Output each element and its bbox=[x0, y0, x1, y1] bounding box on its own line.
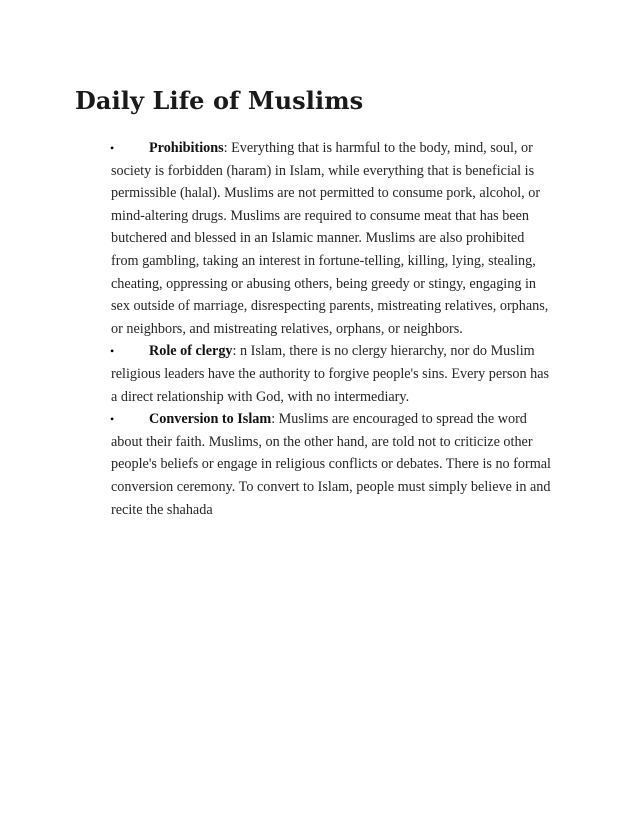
item-text: : Muslims are encouraged to spread the word about their faith. Muslims, on the other hand, are told not to criticize other people's beliefs or engage in religious conflicts or debates. There is no formal conversion ceremony. To convert to Islam, people must simply believe in and recite the shahada bbox=[111, 411, 551, 518]
item-text: : n Islam, there is no clergy hierarchy, nor do Muslim religious leaders have the authority to forgive people's sins. Every person has a direct relationship with God, with no intermediary. bbox=[111, 343, 550, 405]
list-item-role-of-clergy bbox=[111, 340, 551, 408]
list-item-prohibitions bbox=[111, 137, 551, 340]
page-title: Daily Life of Muslims bbox=[75, 86, 364, 115]
bullet-list bbox=[111, 137, 551, 521]
bullet-icon: • bbox=[110, 344, 115, 359]
list-item-conversion-to-islam bbox=[111, 408, 551, 521]
item-term: Role of clergy bbox=[149, 343, 233, 360]
item-text: : Everything that is harmful to the body, mind, soul, or society is forbidden (haram) in Islam, while everything that is beneficial is permissible (halal). Muslims are not permitted to consume pork, alcohol, or mind-altering drugs. Muslims are required to consume meat that has been butchered and blessed in an Islamic manner. Muslims are also prohibited from gambling, taking an interest in fortune-telling, killing, lying, stealing, cheating, oppressing or abusing others, being greedy or stingy, engaging in sex outside of marriage, disrespecting parents, mistreating relatives, orphans, or neighbors, and mistreating relatives, orphans, or neighbors. bbox=[111, 140, 549, 337]
item-term: Prohibitions bbox=[149, 140, 224, 156]
bullet-icon: • bbox=[110, 412, 115, 427]
item-term: Conversion to Islam bbox=[149, 411, 272, 428]
bullet-icon: • bbox=[110, 141, 115, 155]
